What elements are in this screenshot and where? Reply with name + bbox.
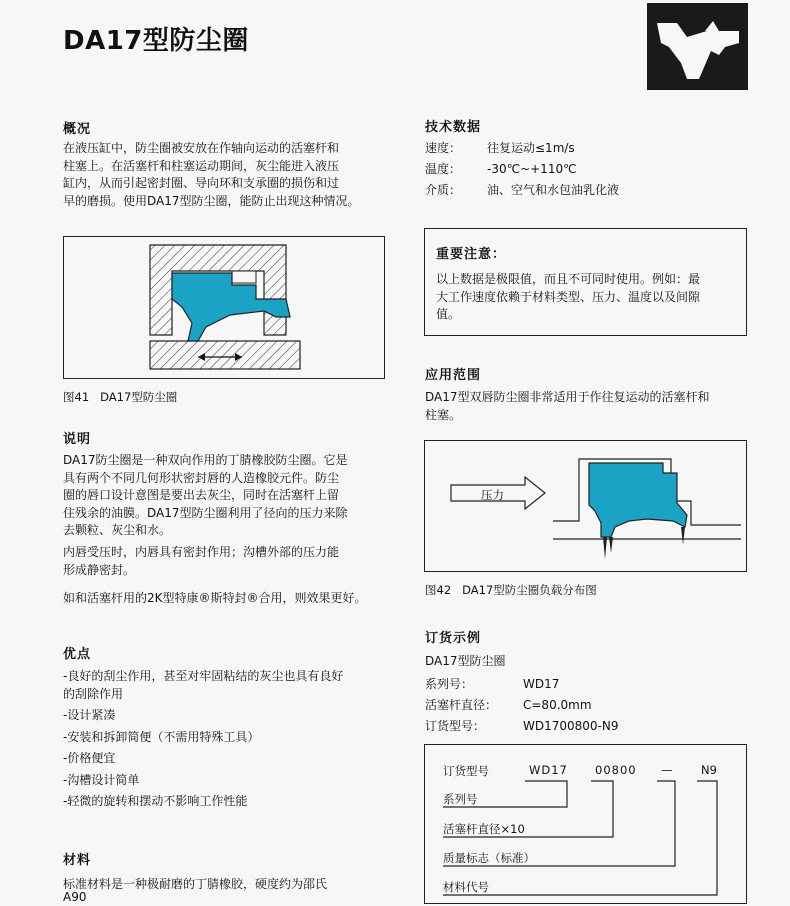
- description-para-1: DA17防尘圈是一种双向作用的丁腈橡胶防尘圈。它是 具有两个不同几何形状密封唇的人造橡胶元件。防尘 圈的唇口设计意图是要出去灰尘，同时在活塞杆上留 住残余的油膜。DA17型防尘圈利用了径向的压力来除 去颗粒、灰尘和水。: [63, 453, 348, 537]
- tech-row-speed: 速度： 往复运动≤1m/s: [425, 141, 575, 155]
- material-heading: 材料: [63, 853, 92, 868]
- notice-heading: 重要注意：: [436, 247, 507, 262]
- order-code-row-series: 系列号: [443, 792, 478, 806]
- order-row-rod-diameter: 活塞杆直径： C=80.0mm: [425, 698, 592, 712]
- description-para-3: 如和活塞杆用的2K型特康®斯特封®合用，则效果更好。: [63, 591, 367, 605]
- material-text: 标准材料是一种极耐磨的丁腈橡胶，硬度约为邵氏 A90: [63, 877, 328, 904]
- tech-row-temperature: 温度： -30℃~+110℃: [425, 162, 577, 176]
- description-heading: 说明: [63, 432, 92, 447]
- overview-text: 在液压缸中，防尘圈被安放在作轴向运动的活塞杆和 柱塞上。在活塞杆和柱塞运动期间，灰尘能进入液压 缸内，从而引起密封圈、导向环和支承圈的损伤和过 早的磨损。使用DA17型防尘圈，能防止出现这种情况。: [63, 141, 360, 208]
- advantage-item: -安装和拆卸简便（不需用特殊工具）: [63, 729, 260, 744]
- figure-41-seal-cross-section: [63, 236, 385, 379]
- order-code-dash: —: [661, 763, 673, 777]
- advantage-item: -轻微的旋转和摆动不影响工作性能: [63, 794, 248, 808]
- order-row-order-number: 订货型号： WD1700800-N9: [425, 719, 619, 733]
- order-code-series: WD17: [529, 763, 568, 777]
- order-subtitle: DA17型防尘圈: [425, 654, 506, 668]
- order-row-series: 系列号： WD17: [425, 677, 560, 691]
- tech-data-table: [425, 138, 619, 201]
- important-notice-box: [424, 228, 747, 336]
- tech-data-heading: 技术数据: [425, 120, 482, 135]
- advantages-heading: 优点: [63, 647, 92, 662]
- application-heading: 应用范围: [425, 368, 482, 383]
- order-code-material: N9: [701, 763, 717, 777]
- advantage-item: -设计紧凑: [63, 708, 116, 722]
- order-code-row-material: 材料代号: [443, 880, 489, 894]
- description-para-2: 内唇受压时，内唇具有密封作用；沟槽外部的压力能 形成静密封。: [63, 545, 340, 577]
- order-code-label: 订货型号: [443, 764, 489, 778]
- figure-41-caption: 图41 DA17型防尘圈: [63, 390, 178, 404]
- order-code-diameter: 00800: [595, 763, 637, 777]
- application-text: DA17型双唇防尘圈非常适用于作往复运动的活塞杆和 柱塞。: [425, 390, 710, 422]
- order-code-diagram: [424, 744, 747, 904]
- advantage-item: -价格便宜: [63, 751, 116, 765]
- pressure-label: 压力: [481, 488, 504, 502]
- order-example-heading: 订货示例: [425, 631, 482, 646]
- overview-heading: 概况: [63, 122, 92, 137]
- tech-row-media: 介质： 油、空气和水包油乳化液: [425, 183, 620, 197]
- order-code-row-diameter: 活塞杆直径×10: [443, 822, 525, 836]
- figure-42-load-distribution: [424, 440, 747, 572]
- figure-42-caption: 图42 DA17型防尘圈负载分布图: [425, 583, 597, 597]
- page-title: DA17型防尘圈: [63, 26, 249, 56]
- order-code-row-quality: 质量标志（标准）: [443, 851, 535, 865]
- advantages-list: [63, 668, 393, 811]
- advantage-item: -沟槽设计简单: [63, 772, 140, 787]
- advantage-item: -良好的刮尘作用，甚至对牢固粘结的灰尘也具有良好 的刮除作用: [63, 669, 344, 701]
- seal-profile-logo-icon: [647, 3, 748, 90]
- notice-text: 以上数据是极限值，而且不可同时使用。例如：最 大工作速度依赖于材料类型、压力、温度以及间隙 值。: [436, 272, 701, 321]
- order-table: [425, 674, 619, 737]
